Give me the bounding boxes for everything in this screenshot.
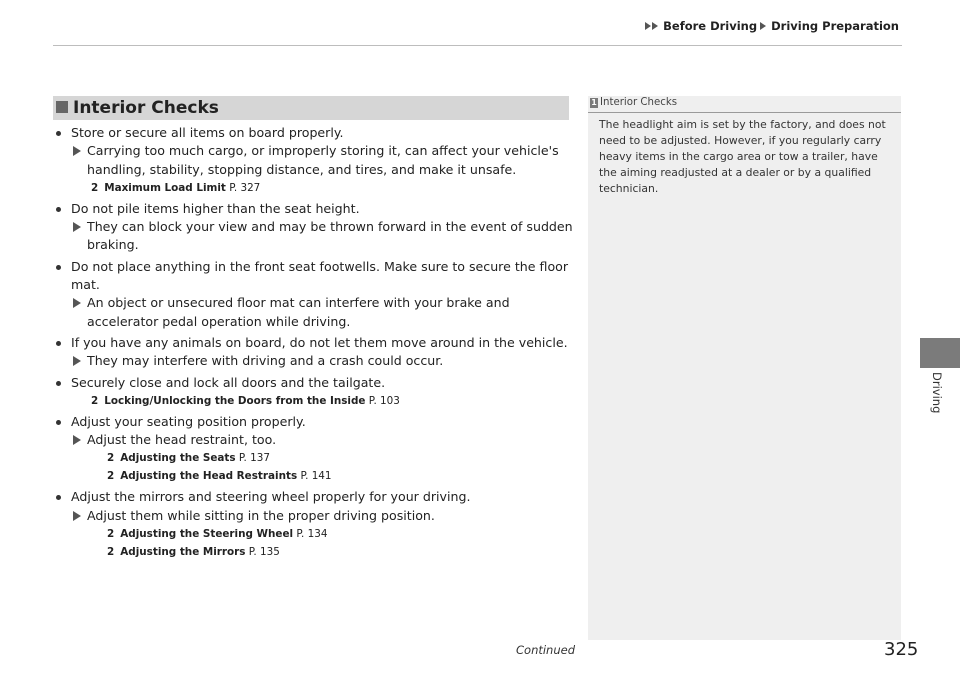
- breadcrumb-item-before-driving[interactable]: Before Driving: [663, 19, 758, 33]
- list-item-text: Adjust your seating position properly.: [71, 413, 306, 429]
- list-item: [53, 488, 573, 561]
- triangle-arrow-icon: [73, 356, 81, 366]
- cross-reference-page: P. 137: [238, 452, 270, 465]
- cross-reference-title: Locking/Unlocking the Doors from the Inside: [104, 394, 366, 407]
- triangle-arrow-icon: [73, 222, 81, 232]
- list-subitem-text: They can block your view and may be thrown forward in the event of sudden braking.: [87, 219, 573, 253]
- breadcrumb-arrow-icon: [760, 22, 766, 30]
- list-subitem-text: They may interfere with driving and a crash could occur.: [87, 353, 444, 369]
- bullet-icon: [56, 265, 61, 270]
- cross-reference-link[interactable]: [71, 525, 573, 543]
- cross-reference-page: P. 134: [296, 528, 328, 541]
- page-reference-icon: 2: [91, 181, 99, 194]
- bullet-icon: [56, 420, 61, 425]
- list-item: [53, 374, 573, 410]
- cross-reference-link[interactable]: [71, 467, 573, 485]
- note-number-icon: 1: [591, 98, 597, 107]
- list-subitem-text: Adjust them while sitting in the proper driving position.: [87, 507, 435, 523]
- breadcrumb-arrow-icon: [652, 22, 658, 30]
- cross-reference-page: P. 103: [368, 394, 400, 407]
- list-item: [53, 124, 573, 197]
- triangle-arrow-icon: [73, 298, 81, 308]
- section-title: Interior Checks: [73, 98, 219, 118]
- list-item-text: If you have any animals on board, do not let them move around in the vehicle.: [71, 334, 568, 350]
- list-item: [53, 334, 573, 371]
- cross-reference-link[interactable]: [71, 392, 573, 410]
- section-square-icon: [56, 101, 68, 113]
- list-subitem-text: Carrying too much cargo, or improperly storing it, can affect your vehicle's handling, stability, stopping distance, and tires, and make it unsafe.: [87, 143, 559, 177]
- list-item: [53, 413, 573, 486]
- cross-reference-page: P. 141: [300, 470, 332, 483]
- bullet-icon: [56, 207, 61, 212]
- bullet-icon: [56, 341, 61, 346]
- page-reference-icon: 2: [107, 470, 115, 483]
- chapter-tab-label: Driving: [930, 372, 944, 414]
- list-subitem: [71, 431, 573, 449]
- triangle-arrow-icon: [73, 146, 81, 156]
- cross-reference-link[interactable]: [71, 449, 573, 467]
- note-title: Interior Checks: [600, 97, 678, 108]
- list-item: [53, 258, 573, 331]
- list-item-text: Do not pile items higher than the seat height.: [71, 200, 360, 216]
- cross-reference-page: P. 327: [229, 181, 261, 194]
- list-item-text: Store or secure all items on board properly.: [71, 125, 344, 140]
- chapter-tab[interactable]: [920, 338, 960, 368]
- checklist: [53, 124, 573, 561]
- cross-reference-link[interactable]: [71, 543, 573, 561]
- bullet-icon: [56, 495, 61, 500]
- triangle-arrow-icon: [73, 511, 81, 521]
- cross-reference-title: Adjusting the Steering Wheel: [120, 528, 294, 541]
- cross-reference-title: Adjusting the Head Restraints: [120, 470, 298, 483]
- header-divider: [53, 45, 902, 46]
- page-reference-icon: 2: [91, 394, 99, 407]
- breadcrumb: [0, 19, 902, 33]
- note-text: The headlight aim is set by the factory, and does not need to be adjusted. However, if you regularly carry heavy items in the cargo area or tow a trailer, have the aiming readjusted at a dealer or by a qualified technician.: [599, 118, 886, 195]
- list-subitem: [71, 294, 573, 331]
- note-header-divider: [588, 112, 901, 113]
- cross-reference-link[interactable]: [71, 179, 573, 197]
- list-item: [53, 200, 573, 255]
- cross-reference-title: Maximum Load Limit: [104, 181, 226, 194]
- list-subitem: [71, 218, 573, 255]
- list-item-text: Adjust the mirrors and steering wheel properly for your driving.: [71, 489, 471, 505]
- list-item-text: Do not place anything in the front seat footwells. Make sure to secure the floor mat.: [71, 258, 569, 293]
- list-subitem: [71, 352, 573, 370]
- list-subitem-text: Adjust the head restraint, too.: [87, 432, 277, 448]
- list-subitem: [71, 507, 573, 525]
- cross-reference-title: Adjusting the Seats: [120, 452, 236, 465]
- page-reference-icon: 2: [107, 528, 115, 541]
- list-subitem: [71, 142, 573, 179]
- cross-reference-title: Adjusting the Mirrors: [120, 546, 246, 559]
- cross-reference-page: P. 135: [248, 546, 280, 559]
- continued-label: Continued: [516, 643, 576, 657]
- breadcrumb-item-driving-preparation[interactable]: Driving Preparation: [771, 19, 899, 33]
- list-item-text: Securely close and lock all doors and the tailgate.: [71, 374, 386, 390]
- bullet-icon: [56, 131, 61, 136]
- page-number: 325: [884, 639, 919, 660]
- breadcrumb-arrow-icon: [645, 22, 651, 30]
- page-reference-icon: 2: [107, 452, 115, 465]
- triangle-arrow-icon: [73, 435, 81, 445]
- page-reference-icon: 2: [107, 546, 115, 559]
- list-subitem-text: An object or unsecured floor mat can interfere with your brake and accelerator pedal operation while driving.: [87, 295, 510, 329]
- bullet-icon: [56, 381, 61, 386]
